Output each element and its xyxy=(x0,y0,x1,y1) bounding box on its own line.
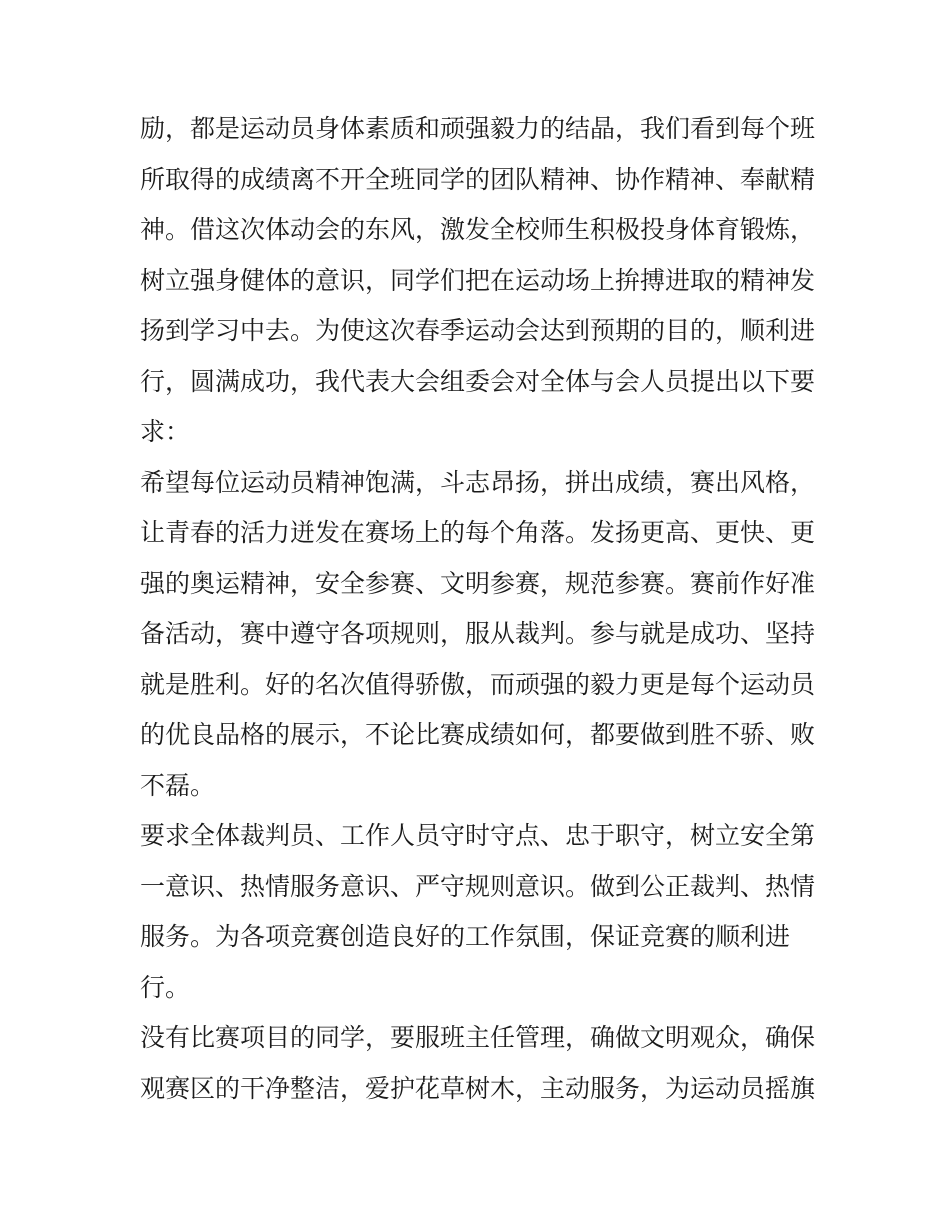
text-line: 服务。为各项竞赛创造良好的工作氛围，保证竞赛的顺利进 xyxy=(140,922,791,951)
text-line: 行。 xyxy=(140,972,191,1002)
text-line: 励，都是运动员身体素质和顽强毅力的结晶，我们看到每个班 xyxy=(140,114,816,143)
document-body xyxy=(140,104,820,1114)
text-line: 备活动，赛中遵守各项规则，服从裁判。参与就是成功、坚持 xyxy=(140,619,816,648)
text-line: 神。借这次体动会的东风，激发全校师生积极投身体育锻炼， xyxy=(140,215,816,244)
text-line: 要求全体裁判员、工作人员守时守点、忠于职守，树立安全第 xyxy=(140,821,816,850)
text-line: 强的奥运精神，安全参赛、文明参赛，规范参赛。赛前作好准 xyxy=(140,568,816,598)
text-line: 所取得的成绩离不开全班同学的团队精神、协作精神、奉献精 xyxy=(140,164,816,194)
text-line: 不磊。 xyxy=(140,770,216,800)
text-line: 让青春的活力迸发在赛场上的每个角落。发扬更高、更快、更 xyxy=(140,518,816,547)
text-line: 行，圆满成功，我代表大会组委会对全体与会人员提出以下要 xyxy=(140,366,816,396)
text-line: 没有比赛项目的同学，要服班主任管理，确做文明观众，确保 xyxy=(140,1023,816,1052)
text-line: 求： xyxy=(140,417,191,446)
text-line: 扬到学习中去。为使这次春季运动会达到预期的目的，顺利进 xyxy=(140,316,816,345)
text-line: 树立强身健体的意识，同学们把在运动场上拚搏进取的精神发 xyxy=(140,265,816,295)
text-line: 希望每位运动员精神饱满，斗志昂扬，拼出成绩，赛出风格， xyxy=(140,467,816,497)
text-line: 观赛区的干净整洁，爱护花草树木，主动服务，为运动员摇旗 xyxy=(140,1073,816,1103)
text-line: 的优良品格的展示，不论比赛成绩如何，都要做到胜不骄、败 xyxy=(140,720,816,749)
text-line: 一意识、热情服务意识、严守规则意识。做到公正裁判、热情 xyxy=(140,871,816,901)
text-line: 就是胜利。好的名次值得骄傲，而顽强的毅力更是每个运动员 xyxy=(140,669,816,699)
